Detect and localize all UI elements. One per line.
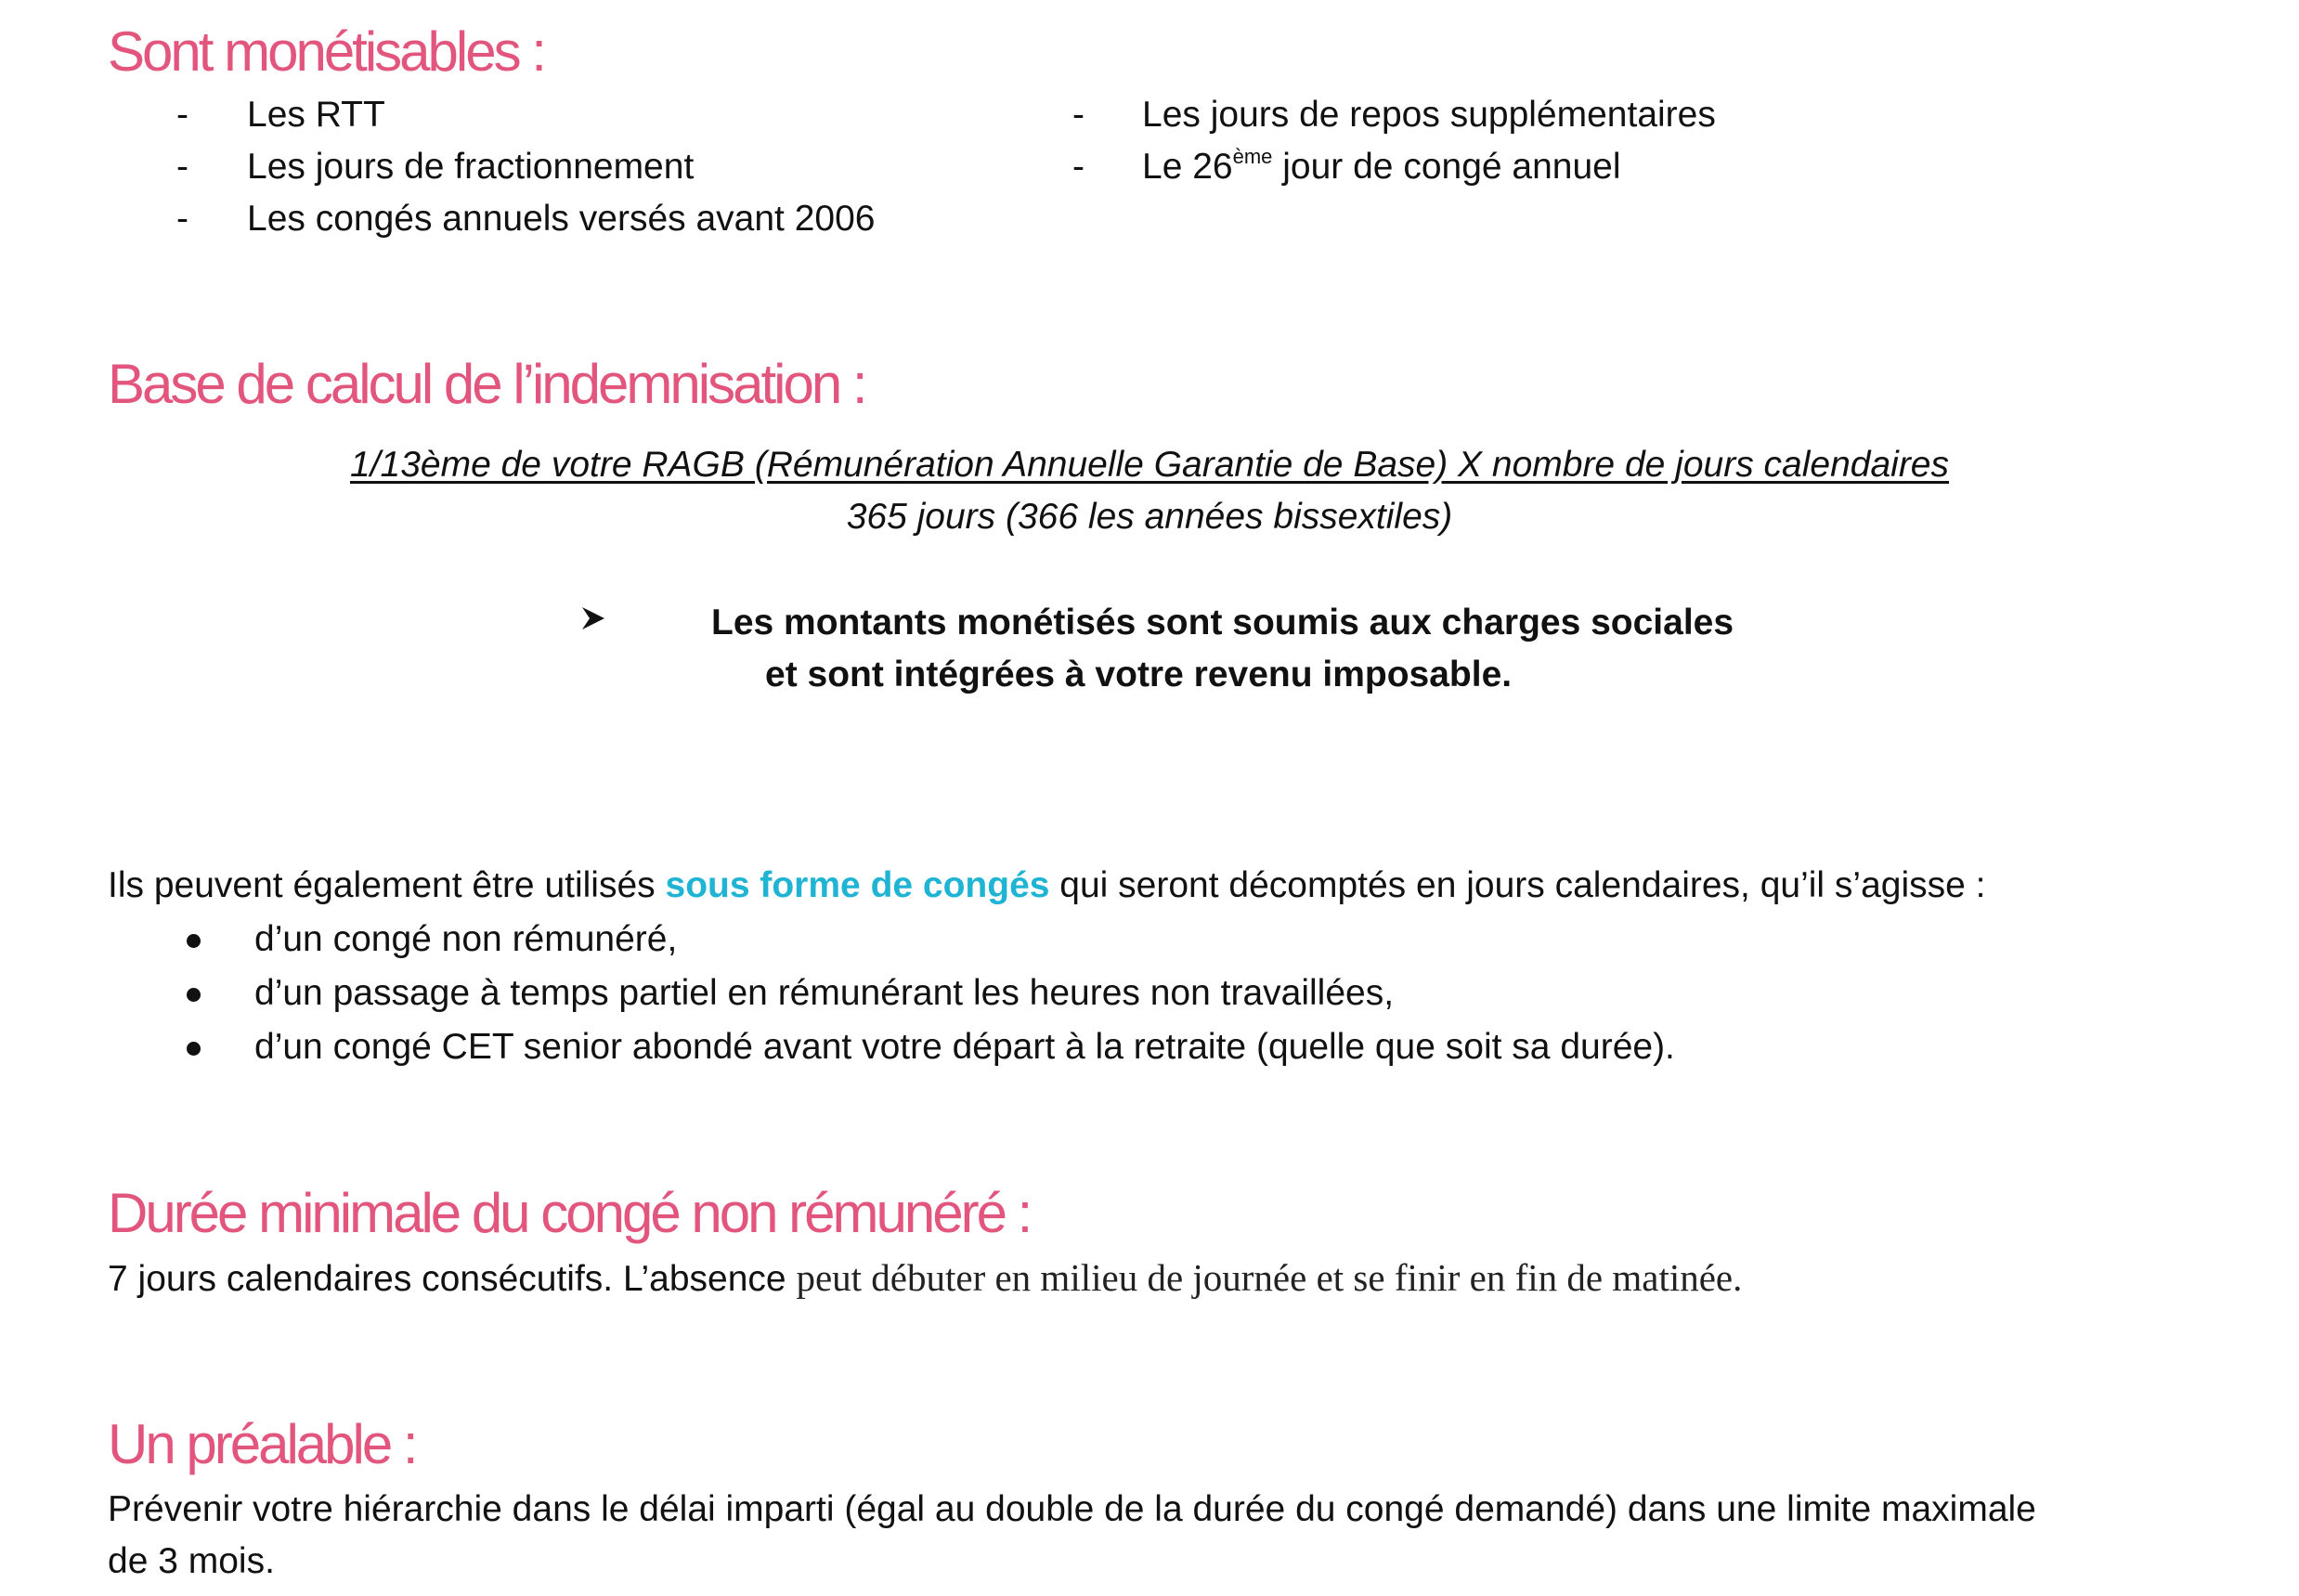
formula-numerator: 1/13ème de votre RAGB (Rémunération Annuelle Garantie de Base) X nombre de jours calendaires (350, 445, 1949, 485)
usage-intro-before: Ils peuvent également être utilisés (108, 865, 666, 905)
note-line-1: Les montants monétisés sont soumis aux charges sociales (711, 603, 1734, 642)
bullet-icon (187, 934, 201, 948)
item-26-superscript: ème (1232, 145, 1273, 168)
list-dash: - (176, 147, 188, 187)
item-26-prefix: Le 26 (1142, 147, 1233, 187)
list-dash: - (176, 95, 188, 135)
usage-intro-after: qui seront décomptés en jours calendaires, qu’il s’agisse : (1049, 865, 1986, 905)
duree-text-serif: peut débuter en milieu de journée et se finir en fin de matinée. (796, 1256, 1743, 1299)
bullet-icon (187, 988, 201, 1002)
list-item: d’un congé non rémunéré, (254, 919, 678, 959)
list-dash: - (176, 199, 188, 239)
duree-text (108, 1256, 1743, 1299)
arrow-bullet-icon (579, 604, 607, 638)
list-item: Les RTT (247, 95, 385, 135)
prealable-line-2: de 3 mois. (108, 1541, 275, 1581)
section-title-duree-minimale: Durée minimale du congé non rémunéré : (108, 1182, 1031, 1244)
section-title-prealable: Un préalable : (108, 1413, 416, 1475)
note-line-2: et sont intégrées à votre revenu imposable. (765, 655, 1513, 694)
duree-text-sans: 7 jours calendaires consécutifs. L’absence (108, 1259, 797, 1299)
list-item: d’un passage à temps partiel en rémunérant les heures non travaillées, (254, 973, 1395, 1013)
list-item: d’un congé CET senior abondé avant votre départ à la retraite (quelle que soit sa durée). (254, 1027, 1675, 1067)
bullet-icon (187, 1042, 201, 1056)
list-item: Les jours de fractionnement (247, 147, 695, 187)
formula-denominator: 365 jours (366 les années bissextiles) (846, 497, 1453, 537)
prealable-line-1: Prévenir votre hiérarchie dans le délai imparti (égal au double de la durée du congé demandé) dans une limite maximale (108, 1489, 2036, 1529)
list-dash: - (1072, 147, 1085, 187)
section-title-monetisables: Sont monétisables : (108, 20, 544, 83)
list-dash: - (1072, 95, 1085, 135)
list-item: Les congés annuels versés avant 2006 (247, 199, 876, 239)
usage-intro-highlight: sous forme de congés (665, 865, 1050, 905)
list-item: Les jours de repos supplémentaires (1142, 95, 1716, 135)
usage-intro (108, 867, 1986, 903)
item-26-suffix: jour de congé annuel (1272, 147, 1621, 187)
list-item-26eme (1142, 145, 1621, 187)
section-title-base-calcul: Base de calcul de l’indemnisation : (108, 353, 865, 415)
